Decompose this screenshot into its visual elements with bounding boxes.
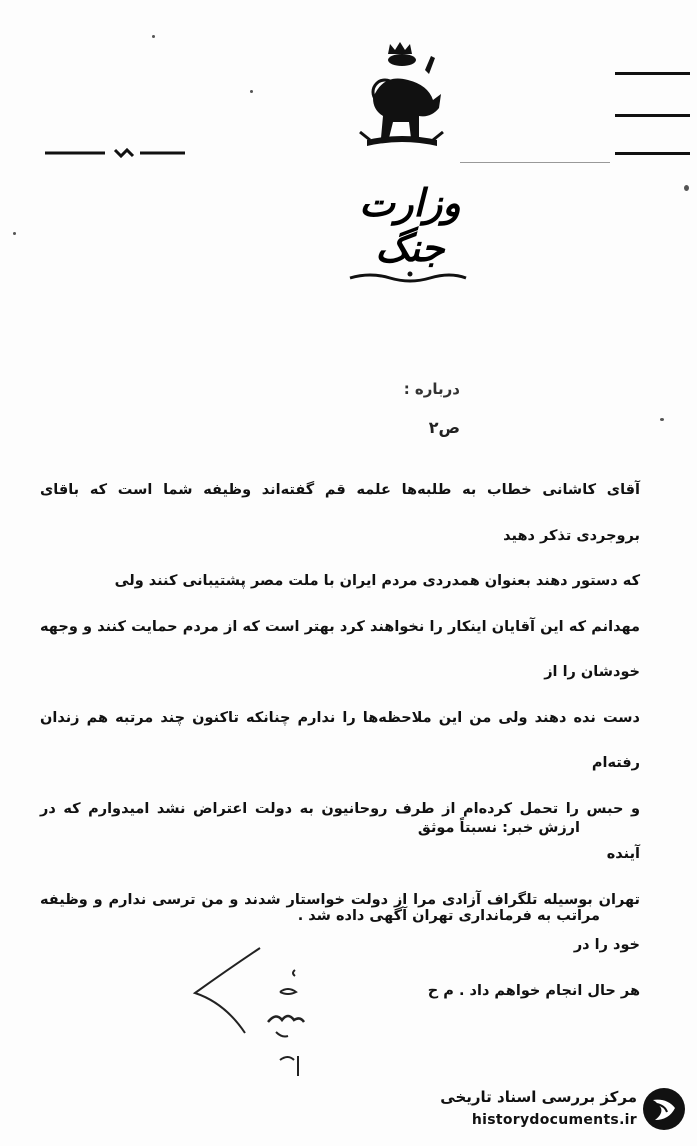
body-line: که دستور دهند بعنوان همدردی مردم ایران با ملت مصر پشتیبانی کنند ولی (114, 573, 640, 589)
scan-speck (250, 90, 253, 93)
attachment-field-line (615, 152, 690, 155)
archive-watermark (410, 1082, 695, 1142)
scan-speck (684, 185, 689, 191)
archive-url: historydocuments.ir (471, 1112, 637, 1128)
distribution-notice: مراتب به فرمانداری تهران آگهی داده شد . (297, 908, 600, 924)
body-line: مهدانم که این آقایان اینکار را نخواهند کرد بهتر است که از مردم حمایت کنند و وجهه خودشان را از (40, 618, 640, 680)
date-field-line (615, 72, 690, 75)
ministry-title: وزارت جنگ (359, 180, 461, 270)
scan-speck (13, 232, 16, 235)
body-line: دست نده دهند ولی من این ملاحظه‌ها را ندارم چنانکه تاکنون چند مرتبه هم زندان رفته‌ام (40, 709, 640, 771)
history-documents-logo-icon (641, 1086, 687, 1132)
scan-speck (660, 418, 664, 421)
scan-speck (152, 35, 155, 38)
ministry-underline (348, 270, 468, 284)
body-line: تهران بوسیله تلگراف آزادی مرا از دولت خواستار شدند و من ترسی ندارم و وظیفه خود را در (40, 891, 640, 953)
body-line: و حبس را تحمل کرده‌ام از طرف روحانیون به دولت اعتراض نشد امیدوارم که در آینده (40, 800, 640, 862)
header-divider (460, 162, 610, 163)
evaluation-note: ارزش خبر: نسبتاً موثق (417, 820, 580, 836)
handwritten-signature (180, 940, 330, 1090)
reference-number-field (45, 146, 185, 158)
body-line: آقای کاشانی خطاب به طلبه‌ها علمه قم گفته‌اند وظیفه شما است که باقای بروجردی تذکر دهید (40, 482, 640, 544)
lion-and-sun-emblem-icon (355, 40, 450, 160)
subject-label: درباره : (403, 380, 460, 398)
subject-code: ص۲ (428, 418, 460, 437)
archive-name: مرکز بررسی اسناد تاریخی (440, 1088, 637, 1106)
report-body (40, 468, 640, 1014)
number-field-line (615, 114, 690, 117)
body-line: هر حال انجام خواهم داد . م ح (427, 982, 640, 999)
